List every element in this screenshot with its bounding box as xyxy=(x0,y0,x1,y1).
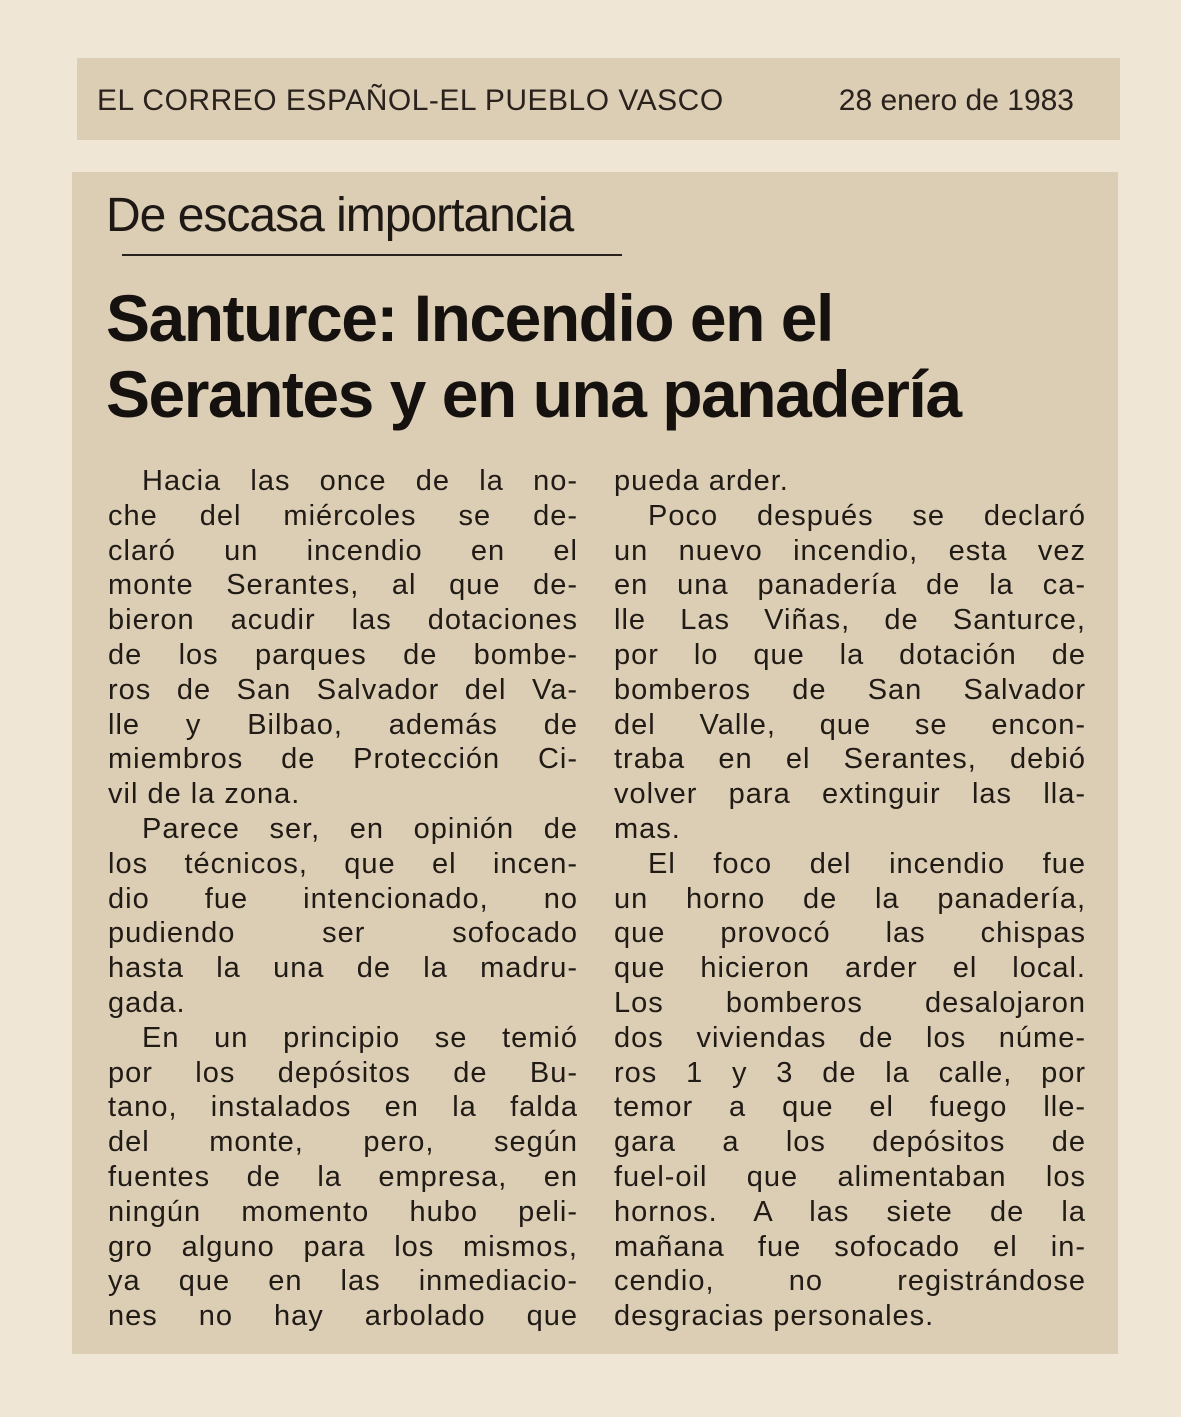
text-line: pudiendo ser sofocado xyxy=(108,917,578,950)
kicker-underline xyxy=(122,254,622,256)
publication-date: 28 enero de 1983 xyxy=(838,84,1074,117)
text-line: temor a que el fuego lle- xyxy=(614,1091,1086,1124)
text-line: fuel-oil que alimentaban los xyxy=(614,1160,1086,1193)
text-line: lle y Bilbao, además de xyxy=(108,708,578,741)
text-line: un nuevo incendio, esta vez xyxy=(614,534,1086,567)
article-kicker: De escasa importancia xyxy=(106,189,574,242)
text-line: mañana fue sofocado el in- xyxy=(614,1230,1086,1263)
text-line: tano, instalados en la falda xyxy=(108,1091,578,1124)
text-line: nes no hay arbolado que xyxy=(108,1300,578,1333)
newspaper-name: EL CORREO ESPAÑOL-EL PUEBLO VASCO xyxy=(97,84,724,117)
news-clipping xyxy=(72,172,1118,1354)
headline-line-1: Santurce: Incendio en el xyxy=(106,281,833,355)
text-line: gro alguno para los mismos, xyxy=(108,1230,578,1263)
article-column-left xyxy=(108,464,578,1334)
text-line: El foco del incendio fue xyxy=(648,847,1086,880)
text-line: bomberos de San Salvador xyxy=(614,673,1086,706)
text-line: los técnicos, que el incen- xyxy=(108,847,578,880)
text-line: Poco después se declaró xyxy=(648,499,1086,532)
text-line: desgracias personales. xyxy=(614,1300,935,1333)
text-line: ros 1 y 3 de la calle, por xyxy=(614,1056,1086,1089)
text-line: Los bomberos desalojaron xyxy=(614,986,1086,1019)
text-line: Hacia las once de la no- xyxy=(142,465,578,497)
text-line: en una panadería de la ca- xyxy=(614,569,1086,602)
text-line: por los depósitos de Bu- xyxy=(108,1056,578,1089)
text-line: por lo que la dotación de xyxy=(614,638,1086,671)
masthead xyxy=(77,58,1120,140)
text-line: dio fue intencionado, no xyxy=(108,882,578,915)
text-line: ya que en las inmediacio- xyxy=(108,1265,578,1298)
text-line: lle Las Viñas, de Santurce, xyxy=(614,604,1086,637)
text-line: monte Serantes, al que de- xyxy=(108,569,578,602)
text-line: traba en el Serantes, debió xyxy=(614,743,1086,776)
text-line: que provocó las chispas xyxy=(614,917,1086,950)
text-line: del monte, pero, según xyxy=(108,1126,578,1159)
text-line: hasta la una de la madru- xyxy=(108,952,578,985)
text-line: dos viviendas de los núme- xyxy=(614,1021,1086,1054)
text-line: hornos. A las siete de la xyxy=(614,1195,1086,1228)
text-line: bieron acudir las dotaciones xyxy=(108,604,578,637)
text-line: mas. xyxy=(614,812,681,845)
article-headline xyxy=(106,280,1066,432)
text-line: claró un incendio en el xyxy=(108,534,578,567)
text-line: pueda arder. xyxy=(614,465,789,497)
text-line: que hicieron arder el local. xyxy=(614,952,1086,985)
text-line: vil de la zona. xyxy=(108,778,301,811)
text-line: che del miércoles se de- xyxy=(108,499,578,532)
text-line: de los parques de bombe- xyxy=(108,638,578,671)
text-line: En un principio se temió xyxy=(142,1021,578,1054)
text-line: ningún momento hubo peli- xyxy=(108,1195,578,1228)
text-line: un horno de la panadería, xyxy=(614,882,1086,915)
text-line: gara a los depósitos de xyxy=(614,1126,1086,1159)
text-line: del Valle, que se encon- xyxy=(614,708,1086,741)
text-line: ros de San Salvador del Va- xyxy=(108,673,578,706)
headline-line-2: Serantes y en una panadería xyxy=(106,357,961,431)
article-column-right xyxy=(614,464,1086,1334)
text-line: volver para extinguir las lla- xyxy=(614,778,1086,811)
text-line: cendio, no registrándose xyxy=(614,1265,1086,1298)
text-line: miembros de Protección Ci- xyxy=(108,743,578,776)
text-line: gada. xyxy=(108,986,186,1019)
text-line: fuentes de la empresa, en xyxy=(108,1160,578,1193)
text-line: Parece ser, en opinión de xyxy=(142,812,578,845)
